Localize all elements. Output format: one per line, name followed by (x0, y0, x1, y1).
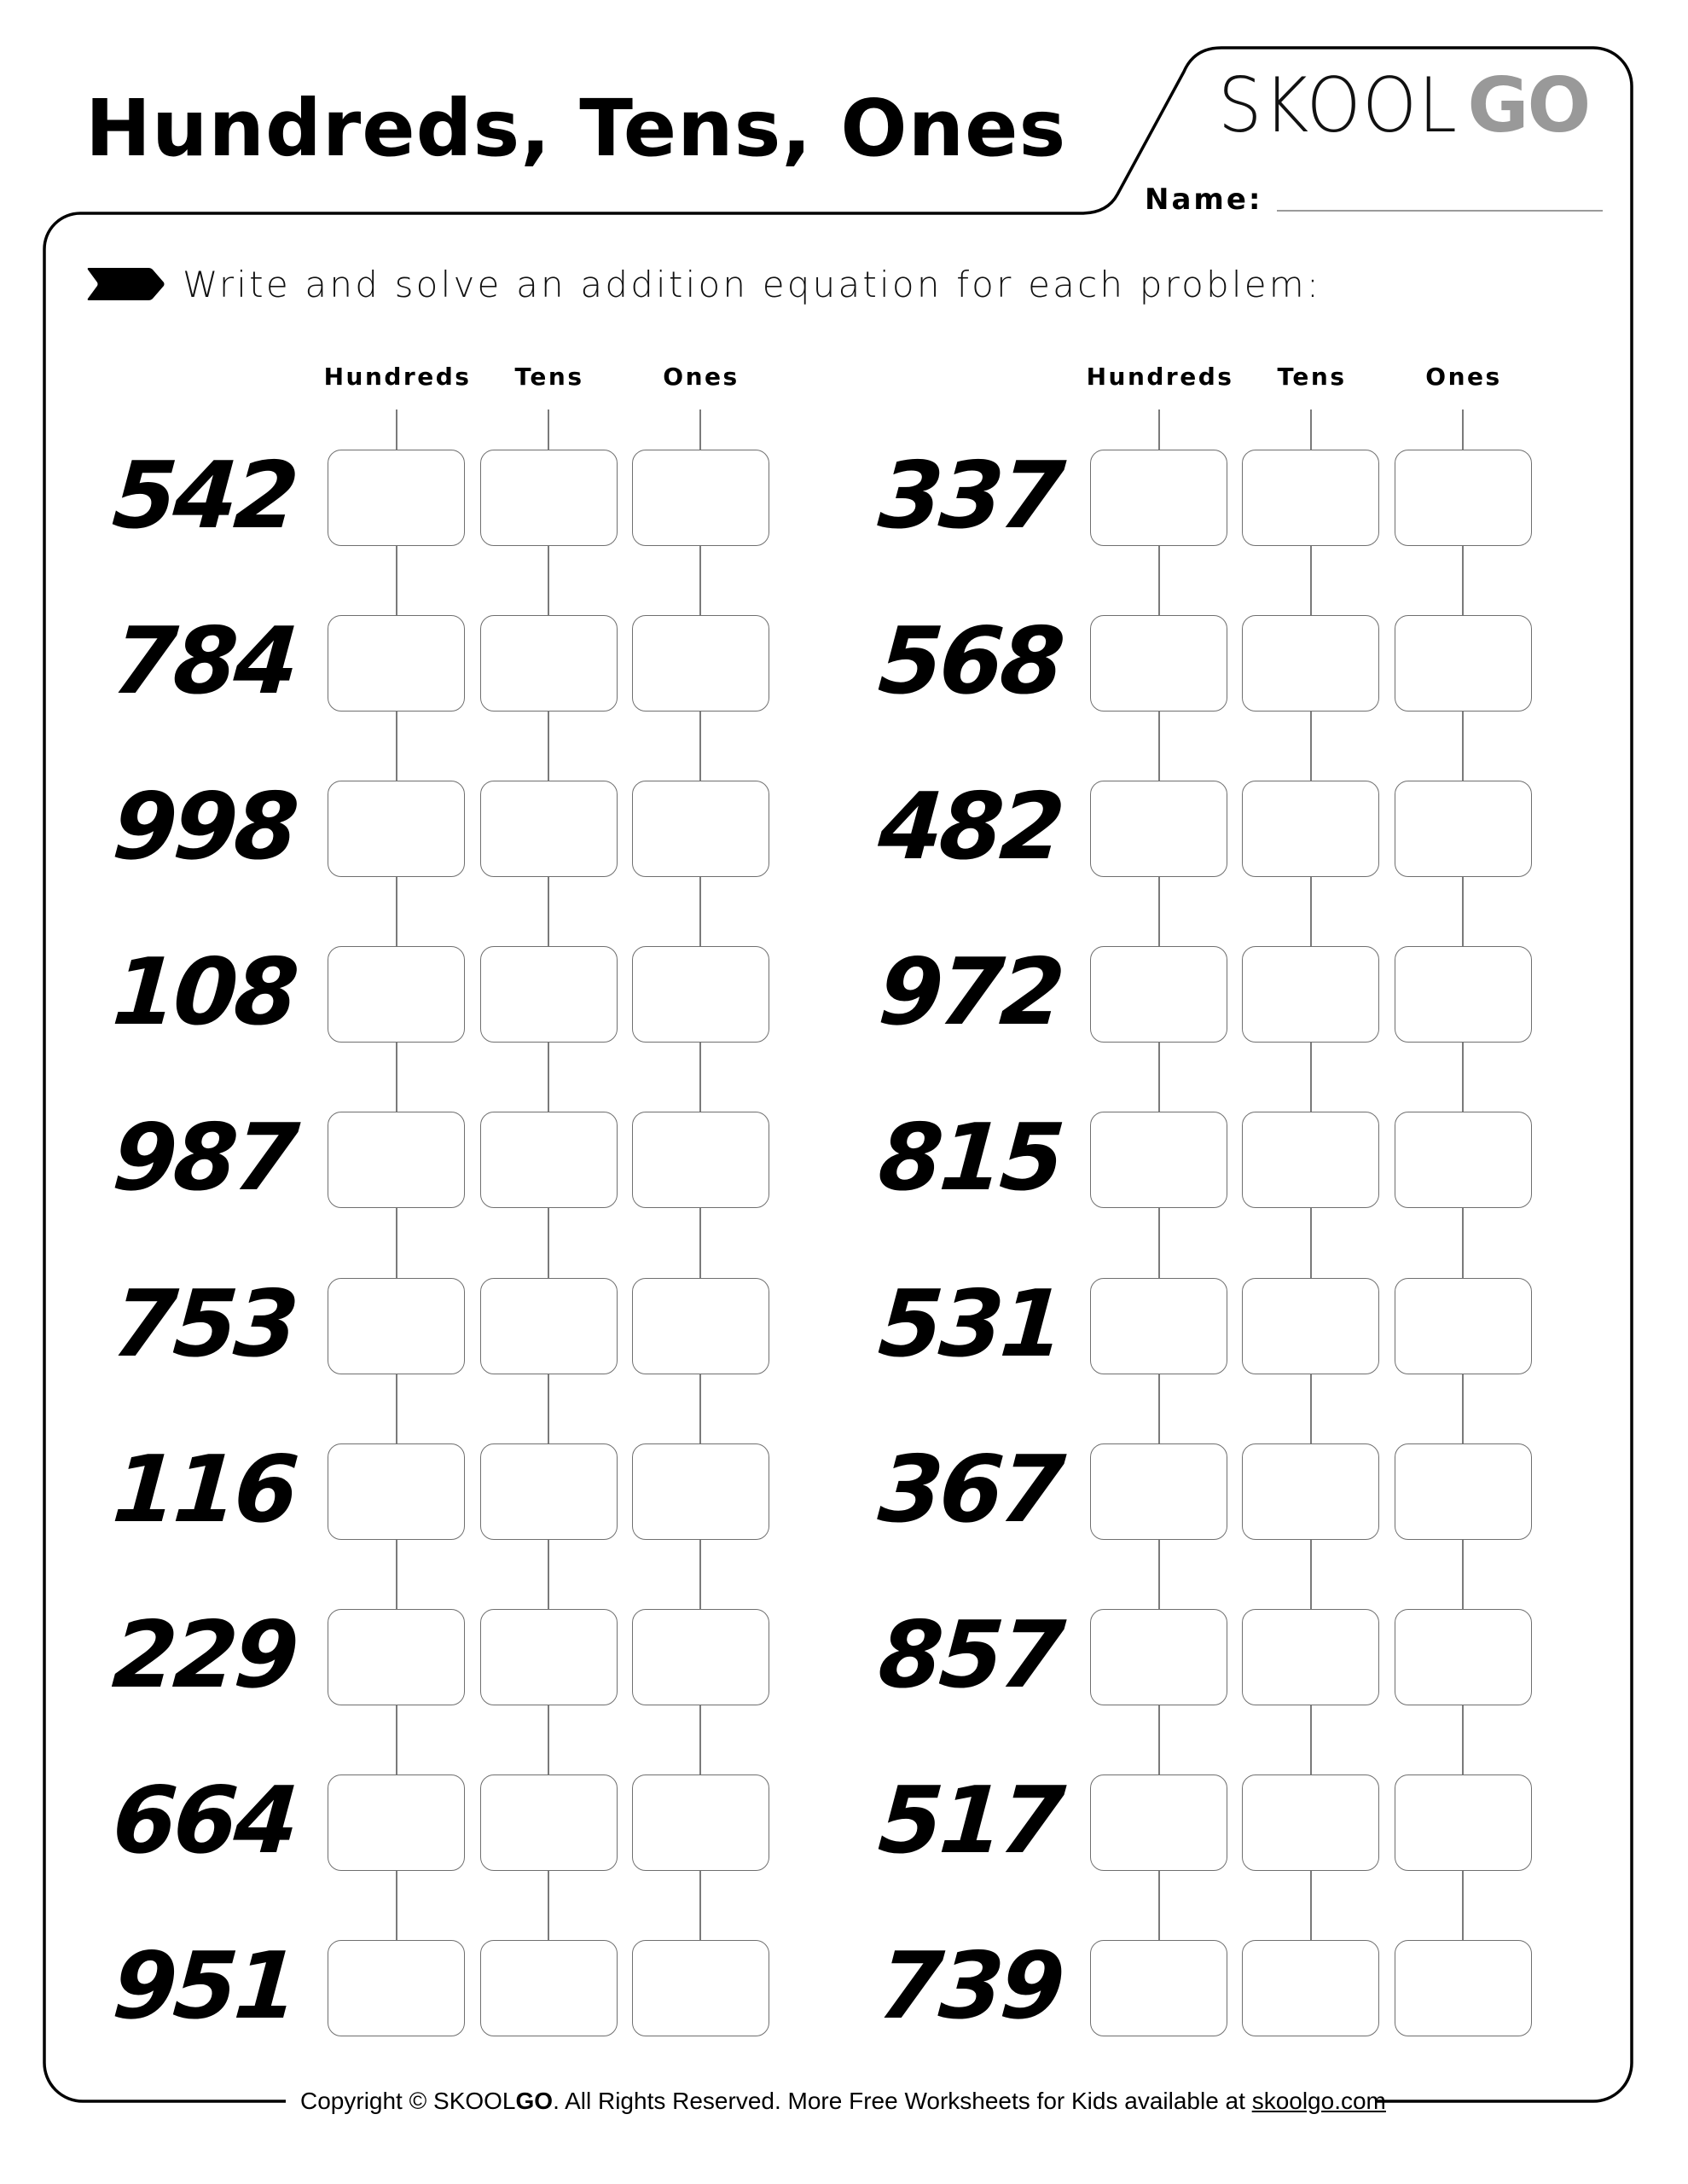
logo-text-go: GO (1467, 61, 1590, 149)
ones-answer-box[interactable] (632, 1940, 769, 2036)
tens-answer-box[interactable] (480, 1443, 618, 1540)
header-hundreds-right: Hundreds (1086, 363, 1234, 391)
hundreds-answer-box[interactable] (1090, 1278, 1227, 1374)
hundreds-answer-box[interactable] (1090, 1940, 1227, 2036)
problem-number: 739 (875, 1933, 1065, 2040)
problem-number: 108 (109, 939, 299, 1046)
tens-answer-box[interactable] (480, 946, 618, 1043)
problem-number: 972 (875, 939, 1065, 1046)
hundreds-answer-box[interactable] (328, 1609, 465, 1705)
ones-answer-box[interactable] (1395, 1609, 1532, 1705)
problem-number: 116 (109, 1437, 299, 1543)
hundreds-answer-box[interactable] (328, 946, 465, 1043)
hundreds-answer-box[interactable] (328, 1112, 465, 1208)
problem-number: 229 (109, 1602, 299, 1709)
tens-answer-box[interactable] (480, 1278, 618, 1374)
hundreds-answer-box[interactable] (1090, 1443, 1227, 1540)
problem-number: 542 (109, 443, 299, 549)
tens-answer-box[interactable] (1242, 1774, 1379, 1871)
ones-answer-box[interactable] (1395, 946, 1532, 1043)
tens-answer-box[interactable] (1242, 1443, 1379, 1540)
hundreds-answer-box[interactable] (1090, 1609, 1227, 1705)
ones-answer-box[interactable] (1395, 781, 1532, 877)
ones-answer-box[interactable] (632, 615, 769, 712)
tens-answer-box[interactable] (1242, 781, 1379, 877)
problem-number: 857 (875, 1602, 1065, 1709)
footer-middle: . All Rights Reserved. More Free Worksheets for Kids available at (553, 2088, 1252, 2114)
ones-answer-box[interactable] (1395, 1940, 1532, 2036)
problem-number: 482 (875, 774, 1065, 880)
hundreds-answer-box[interactable] (328, 1278, 465, 1374)
tens-answer-box[interactable] (480, 615, 618, 712)
footer-brand: GO (515, 2088, 554, 2114)
ones-answer-box[interactable] (1395, 615, 1532, 712)
hundreds-answer-box[interactable] (1090, 1112, 1227, 1208)
header-hundreds-left: Hundreds (323, 363, 472, 391)
problem-number: 367 (875, 1437, 1065, 1543)
footer-copyright (300, 2087, 1386, 2116)
ones-answer-box[interactable] (632, 1443, 769, 1540)
tens-answer-box[interactable] (480, 450, 618, 546)
problem-number: 568 (875, 608, 1065, 715)
ones-answer-box[interactable] (1395, 1278, 1532, 1374)
ones-answer-box[interactable] (632, 1278, 769, 1374)
skoolgo-logo (1218, 61, 1590, 150)
footer-link-skoolgo[interactable]: skoolgo.com (1251, 2088, 1386, 2114)
problem-number: 951 (109, 1933, 299, 2040)
ones-answer-box[interactable] (632, 1609, 769, 1705)
tens-answer-box[interactable] (480, 1774, 618, 1871)
arrow-bullet-icon (87, 267, 165, 301)
ones-answer-box[interactable] (632, 781, 769, 877)
header-ones-left: Ones (663, 363, 740, 391)
problem-number: 998 (109, 774, 299, 880)
header-ones-right: Ones (1425, 363, 1502, 391)
hundreds-answer-box[interactable] (328, 1940, 465, 2036)
tens-answer-box[interactable] (1242, 1278, 1379, 1374)
instruction-text: Write and solve an addition equation for each problem: (183, 264, 1322, 305)
hundreds-answer-box[interactable] (1090, 1774, 1227, 1871)
name-input-line[interactable] (1277, 210, 1603, 212)
hundreds-answer-box[interactable] (328, 615, 465, 712)
hundreds-answer-box[interactable] (328, 1443, 465, 1540)
problem-number: 531 (875, 1271, 1065, 1378)
problem-number: 784 (109, 608, 299, 715)
problem-number: 815 (875, 1105, 1065, 1211)
ones-answer-box[interactable] (1395, 1112, 1532, 1208)
tens-answer-box[interactable] (1242, 615, 1379, 712)
hundreds-answer-box[interactable] (1090, 781, 1227, 877)
ones-answer-box[interactable] (1395, 1774, 1532, 1871)
problem-number: 337 (875, 443, 1065, 549)
tens-answer-box[interactable] (480, 1609, 618, 1705)
tens-answer-box[interactable] (1242, 450, 1379, 546)
ones-answer-box[interactable] (632, 946, 769, 1043)
hundreds-answer-box[interactable] (328, 450, 465, 546)
name-label: Name: (1145, 183, 1263, 217)
hundreds-answer-box[interactable] (1090, 946, 1227, 1043)
page-title: Hundreds, Tens, Ones (85, 83, 1067, 174)
ones-answer-box[interactable] (632, 1774, 769, 1871)
problem-number: 753 (109, 1271, 299, 1378)
tens-answer-box[interactable] (480, 1112, 618, 1208)
logo-text-skool: SKOOL (1218, 61, 1459, 149)
tens-answer-box[interactable] (1242, 1112, 1379, 1208)
tens-answer-box[interactable] (480, 781, 618, 877)
header-tens-left: Tens (514, 363, 584, 391)
ones-answer-box[interactable] (632, 1112, 769, 1208)
ones-answer-box[interactable] (1395, 450, 1532, 546)
ones-answer-box[interactable] (1395, 1443, 1532, 1540)
hundreds-answer-box[interactable] (1090, 450, 1227, 546)
tens-answer-box[interactable] (480, 1940, 618, 2036)
tens-answer-box[interactable] (1242, 946, 1379, 1043)
hundreds-answer-box[interactable] (328, 1774, 465, 1871)
ones-answer-box[interactable] (632, 450, 769, 546)
problem-number: 664 (109, 1768, 299, 1874)
tens-answer-box[interactable] (1242, 1940, 1379, 2036)
footer-prefix: Copyright © SKOOL (300, 2088, 516, 2114)
problem-number: 517 (875, 1768, 1065, 1874)
hundreds-answer-box[interactable] (328, 781, 465, 877)
problem-number: 987 (109, 1105, 299, 1211)
header-tens-right: Tens (1277, 363, 1347, 391)
hundreds-answer-box[interactable] (1090, 615, 1227, 712)
tens-answer-box[interactable] (1242, 1609, 1379, 1705)
